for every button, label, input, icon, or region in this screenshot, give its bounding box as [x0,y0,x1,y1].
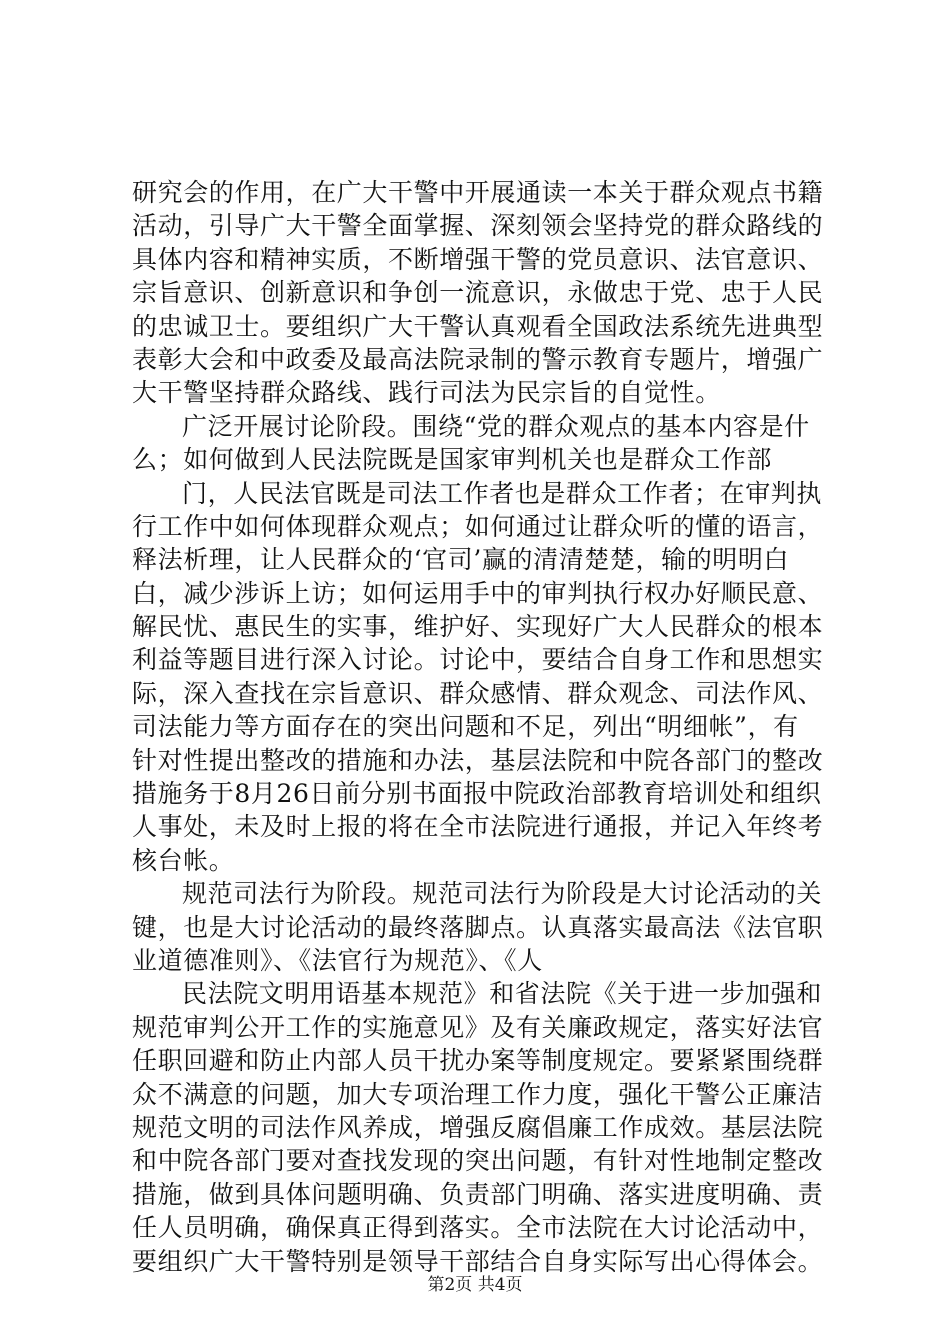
text-line: 研究会的作用，在广大干警中开展通读一本关于群众观点书籍 [132,178,824,207]
text-line: 宗旨意识、创新意识和争创一流意识，永做忠于党、忠于人民 [132,278,824,308]
text-line: 司法能力等方面存在的突出问题和不足，列出“明细帐”，有 [132,712,799,742]
text-line: 民法院文明用语基本规范》和省法院《关于进一步加强和 [182,979,823,1009]
text-line: 利益等题目进行深入讨论。讨论中，要结合自身工作和思想实 [132,645,824,675]
text-line: 键，也是大讨论活动的最终落脚点。认真落实最高法《法官职 [132,912,824,942]
text-line: 具体内容和精神实质，不断增强干警的党员意识、法官意识、 [132,244,824,274]
text-line: 众不满意的问题，加大专项治理工作力度，强化干警公正廉洁 [132,1079,824,1109]
text-line: 释法析理，让人民群众的‘官司’赢的清清楚楚，输的明明白 [132,545,790,575]
text-line: 际，深入查找在宗旨意识、群众感情、群众观念、司法作风、 [132,678,824,708]
text-line: 任职回避和防止内部人员干扰办案等制度规定。要紧紧围绕群 [132,1046,824,1076]
text-line: 任人员明确，确保真正得到落实。全市法院在大讨论活动中， [132,1213,824,1243]
text-line: 活动，引导广大干警全面掌握、深刻领会坚持党的群众路线的 [132,211,824,241]
text-line: 规范司法行为阶段。规范司法行为阶段是大讨论活动的关 [182,879,823,909]
text-line: 规范文明的司法作风养成，增强反腐倡廉工作成效。基层法院 [132,1112,824,1142]
text-line: 措施务于8月26日前分别书面报中院政治部教育培训处和组织 [132,779,822,809]
text-line: 门，人民法官既是司法工作者也是群众工作者；在审判执 [182,478,823,508]
text-line: 业道德准则》、《法官行为规范》、《人 [132,945,543,975]
text-line: 广泛开展讨论阶段。围绕“党的群众观点的基本内容是什 [182,411,810,441]
text-line: 核台帐。 [132,845,235,875]
text-line: 大干警坚持群众路线、践行司法为民宗旨的自觉性。 [132,378,721,408]
text-line: 措施，做到具体问题明确、负责部门明确、落实进度明确、责 [132,1179,824,1209]
text-line: 白，减少涉诉上访；如何运用手中的审判执行权办好顺民意、 [132,578,824,608]
page-footer: 第2页 共4页 [427,1275,523,1295]
text-line: 么；如何做到人民法院既是国家审判机关也是群众工作部 [132,445,773,475]
text-line: 解民忧、惠民生的实事，维护好、实现好广大人民群众的根本 [132,612,824,642]
text-line: 针对性提出整改的措施和办法，基层法院和中院各部门的整改 [132,745,824,775]
document-body [132,176,828,1278]
text-line: 的忠诚卫士。要组织广大干警认真观看全国政法系统先进典型 [132,311,824,341]
text-line: 行工作中如何体现群众观点；如何通过让群众听的懂的语言， [132,511,824,541]
text-line: 表彰大会和中政委及最高法院录制的警示教育专题片，增强广 [132,344,824,374]
text-line: 要组织广大干警特别是领导干部结合自身实际写出心得体会。 [132,1246,824,1276]
text-line: 人事处，未及时上报的将在全市法院进行通报，并记入年终考 [132,812,824,842]
text-line: 和中院各部门要对查找发现的突出问题，有针对性地制定整改 [132,1146,824,1176]
text-line: 规范审判公开工作的实施意见》及有关廉政规定，落实好法官 [132,1012,824,1042]
